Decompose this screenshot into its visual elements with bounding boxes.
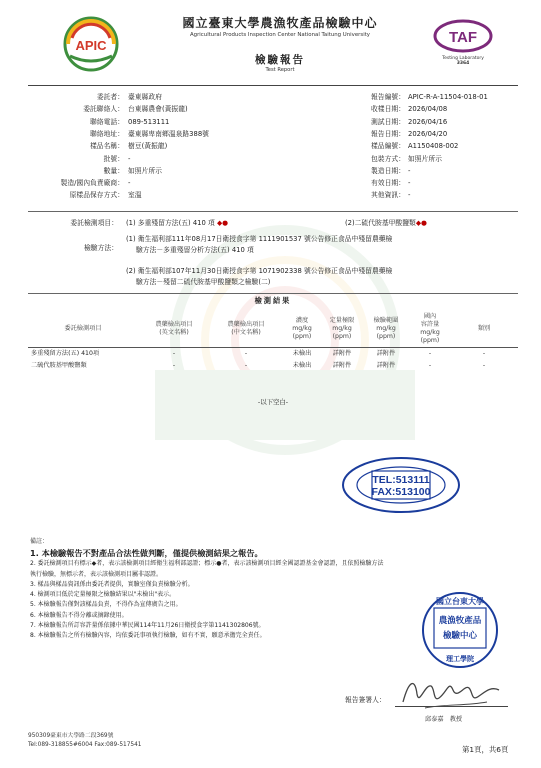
- info-right-label: 樣品編號：: [371, 142, 405, 151]
- info-left-value: 089-513111: [128, 117, 170, 126]
- svg-text:APIC: APIC: [75, 38, 107, 53]
- info-left-label: 數量：: [103, 166, 124, 175]
- info-right-label: 有效日期：: [371, 179, 405, 188]
- cell-en: -: [172, 350, 176, 357]
- taf-subtitle: Testing Laboratory: [442, 56, 484, 61]
- info-right-label: 製造日期：: [371, 166, 405, 175]
- info-left-value: -: [128, 179, 131, 188]
- info-right-value: -: [408, 166, 411, 175]
- info-right-value: 如照片所示: [408, 154, 442, 163]
- cell-zh: -: [244, 350, 248, 357]
- cell-mrl: -: [428, 362, 432, 369]
- note-2b: 執行檢驗，無標示者，表示該檢測項目屬非認證。: [30, 570, 163, 578]
- svg-text:農漁牧產品: 農漁牧產品: [438, 616, 482, 626]
- note-1: 1. 本檢驗報告不對產品合法性做判斷，僅提供檢測結果之報告。: [30, 548, 263, 559]
- signer-label: 報告簽署人：: [345, 696, 386, 704]
- results-heading: 檢測結果: [254, 296, 292, 305]
- info-right-value: APIC-R-A-11504-018-01: [408, 93, 488, 101]
- info-left-value: 樹豆(黃振龍): [128, 142, 168, 151]
- method-2-line-1: (2) 衛生福利部107年11月30日衛授食字第 1071902338 號公告修正食品中殘留農藥檢: [126, 267, 393, 275]
- taf-logo-mark: [432, 18, 494, 54]
- cell-zh: -: [244, 362, 248, 369]
- col-item-header: 委託檢測項目: [28, 311, 138, 348]
- info-left-label: 聯絡電話：: [90, 117, 124, 126]
- info-left-value: 臺東縣卑南鄉溫泉路388號: [128, 129, 209, 138]
- report-english-title: Test Report: [265, 67, 295, 73]
- note-2a: 2. 委託檢測項目有標示◆者，表示該檢測項目經衛生福利部認證；標示●者，表示該檢測項目經全國認證基金會認證，且依照檢驗方法: [30, 560, 384, 568]
- methods-divider: [28, 293, 518, 294]
- cell-conc: 未檢出: [292, 350, 312, 357]
- cell-en: -: [172, 362, 176, 369]
- report-title: 檢驗報告: [255, 54, 305, 66]
- info-left-label: 聯絡地址：: [90, 129, 124, 138]
- info-right-label: 測試日期：: [371, 117, 405, 126]
- col-category-header: 類別: [450, 311, 518, 348]
- item-2: (2)二硫代胺基甲酸鹽類◆●: [345, 219, 427, 227]
- info-right-value: -: [408, 179, 411, 188]
- note-4: 4. 檢測項目低於定量極限之檢驗結果以"未檢出"表示。: [30, 591, 176, 599]
- page-indicator: 第1頁，共6頁: [462, 745, 509, 754]
- signature-line: [395, 706, 508, 707]
- info-left-label: 原樣品保存方式：: [69, 191, 124, 200]
- col-range-header: 檢驗範圍 mg/kg (ppm): [362, 311, 410, 348]
- end-of-results: -以下空白-: [257, 398, 289, 406]
- info-right-value: 2026/04/16: [408, 117, 448, 126]
- info-left-value: 臺東縣政府: [128, 93, 162, 101]
- university-center-stamp: [420, 590, 500, 670]
- header-divider: [28, 85, 518, 86]
- col-mrl-header: 國內 容許量 mg/kg (ppm): [410, 311, 450, 348]
- info-right-label: 包裝方式：: [371, 154, 405, 163]
- footer-address: [28, 732, 141, 750]
- cell-range: 詳附件: [376, 362, 396, 369]
- cell-cat: -: [482, 362, 486, 369]
- svg-text:TAF: TAF: [448, 29, 478, 46]
- taf-lab-number: 3364: [456, 61, 470, 66]
- note-7: 7. 本檢驗報告所訂容許量係依據中華民國114年11月26日衛授食字第1141302806號。: [30, 622, 265, 630]
- col-zh-name-header: 農藥檢出項目 (中文名稱): [210, 311, 282, 348]
- info-right-value: 2026/04/08: [408, 105, 448, 114]
- results-header-row: [28, 311, 518, 348]
- info-left-value: -: [128, 154, 131, 163]
- notes-title: 備註：: [30, 538, 49, 545]
- cell-loq: 詳附件: [332, 350, 352, 357]
- info-right-label: 報告編號：: [371, 93, 405, 101]
- info-right-value: 2026/04/20: [408, 129, 448, 138]
- svg-text:FAX:513100: FAX:513100: [371, 486, 431, 498]
- info-divider: [28, 211, 518, 212]
- info-left-label: 樣品名稱：: [90, 142, 124, 151]
- cell-item: 多重殘留方法(五) 410項: [31, 350, 100, 357]
- results-body: [28, 348, 518, 373]
- institute-english-name: Agricultural Products Inspection Center National Taitung University: [189, 32, 371, 38]
- signer-name: 邱泰嘉 教授: [425, 716, 463, 723]
- info-left-label: 委託者：: [96, 93, 124, 101]
- results-table: [28, 311, 518, 372]
- info-left-value: 室溫: [128, 191, 142, 200]
- method-2-line-2: 驗方法－殘留二硫代胺基甲酸鹽類之檢驗(二): [136, 278, 271, 286]
- table-row: [28, 348, 518, 361]
- note-5: 5. 本檢驗報告僅對該樣品負責，不得作為宣傳廣告之用。: [30, 601, 182, 609]
- apic-logo: [56, 14, 126, 74]
- info-left-value: 台東縣農會(黃振龍): [128, 105, 188, 114]
- info-left-label: 委託聯絡人：: [83, 105, 124, 114]
- info-right-label: 收樣日期：: [371, 105, 405, 114]
- note-6: 6. 本檢驗報告不得分離或摘錄使用。: [30, 611, 128, 619]
- info-left-value: 如照片所示: [128, 166, 162, 175]
- footer-address-line: 950309臺東市大學路二段369號: [28, 733, 114, 739]
- svg-text:理工學院: 理工學院: [446, 655, 474, 663]
- note-8: 8. 本檢驗報告之所有檢驗內容，均依委託事項執行檢驗，如有不實，願意承擔完全責任。: [30, 632, 266, 640]
- cell-mrl: -: [428, 350, 432, 357]
- svg-text:國立台東大學: 國立台東大學: [436, 597, 484, 606]
- svg-text:TEL:513111: TEL:513111: [372, 474, 430, 486]
- cell-range: 詳附件: [376, 350, 396, 357]
- institute-title: 國立臺東大學農漁牧產品檢驗中心: [182, 16, 378, 30]
- info-right-value: -: [408, 191, 411, 200]
- info-right-label: 報告日期：: [371, 129, 405, 138]
- col-en-name-header: 農藥檢出項目 (英文名稱): [138, 311, 210, 348]
- info-left-label: 製造/國內負責廠商：: [60, 179, 124, 188]
- cell-cat: -: [482, 350, 486, 357]
- method-label: 檢驗方法：: [84, 244, 118, 252]
- taf-logo: [428, 18, 498, 74]
- method-1-line-2: 驗方法－多重殘留分析方法(五) 410 項: [136, 246, 254, 254]
- farmers-association-stamp: [340, 455, 462, 515]
- cell-item: 二硫代胺基甲酸鹽類: [31, 362, 87, 369]
- cell-loq: 詳附件: [332, 362, 352, 369]
- item-1: (1) 多重殘留方法(五) 410 項 ◆●: [126, 219, 229, 227]
- note-3: 3. 樣品與樣品資訊係由委託者提供，實驗室僅負責檢驗分析。: [30, 580, 194, 588]
- items-label: 委託檢測項目：: [70, 219, 118, 227]
- footer-contact-line: Tel:089-318855#6004 Fax:089-517541: [28, 742, 142, 748]
- info-right-value: A1150408-002: [408, 142, 459, 151]
- col-loq-header: 定量極限 mg/kg (ppm): [322, 311, 362, 348]
- cell-conc: 未檢出: [292, 362, 312, 369]
- col-concentration-header: 濃度 mg/kg (ppm): [282, 311, 322, 348]
- method-1-line-1: (1) 衛生福利部111年08月17日衛授食字第 1111901537 號公告修正食品中殘留農藥檢: [126, 235, 393, 243]
- info-right-label: 其他資訊：: [371, 191, 405, 200]
- table-row: [28, 360, 518, 372]
- info-left-label: 批號：: [103, 154, 124, 163]
- svg-text:檢驗中心: 檢驗中心: [442, 631, 478, 641]
